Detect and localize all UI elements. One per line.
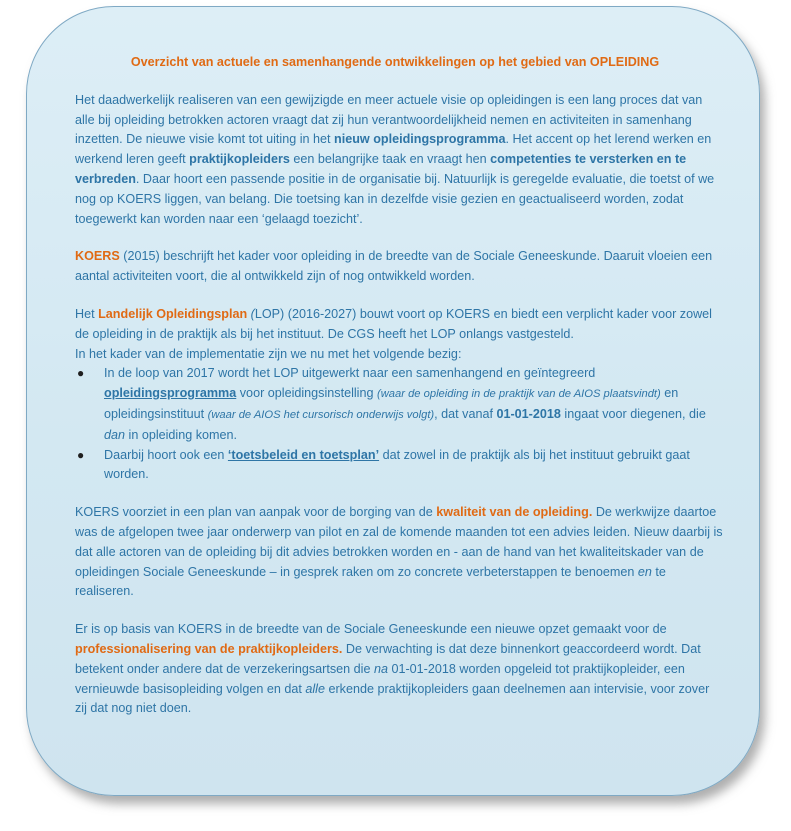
text: voor opleidingsinstelling xyxy=(236,386,377,401)
bullet-icon: ● xyxy=(77,366,85,381)
bold-competenties: competenties te versterken en te verbreden xyxy=(75,152,687,186)
panel-content xyxy=(75,53,723,719)
note-opleidingsinstituut: (waar de AIOS het cursorisch onderwijs volgt) xyxy=(207,408,435,421)
text: ingaat voor diegenen, die xyxy=(560,406,706,421)
paragraph-lop xyxy=(75,305,723,345)
paragraph-vision xyxy=(75,91,723,230)
underlined-opleidingsprogramma: opleidingsprogramma xyxy=(104,386,237,401)
text: erkende praktijkopleiders gaan deelnemen aan intervisie, voor zover zij dat nog niet doen. xyxy=(75,681,710,716)
text: De verwachting is dat deze binnenkort geaccordeerd wordt. Dat betekent onder andere dat de verzekeringsartsen die xyxy=(75,641,701,676)
text: en opleidingsinstituut xyxy=(104,386,679,421)
highlight-koers: KOERS xyxy=(75,249,120,264)
paragraph-koers xyxy=(75,247,723,287)
text: . Daar hoort een passende positie in de organisatie bij. Natuurlijk is geregelde evaluatie, die toetst of we nog op KOERS liggen, van belang. Die toetsing kan in dezelfde visie gezien en geactualiseerd worden, zodat toegewerkt kan worden naar een ‘gelaagd toezicht’. xyxy=(75,171,715,226)
text: , dat vanaf xyxy=(434,406,497,421)
paragraph-professionalisering xyxy=(75,620,723,719)
panel-title: Overzicht van actuele en samenhangende ontwikkelingen op het gebied van OPLEIDING xyxy=(130,55,660,69)
bold-nieuw-opleidingsprogramma: nieuw opleidingsprogramma xyxy=(334,132,506,147)
text: Daarbij hoort ook een xyxy=(104,447,228,462)
highlight-landelijk-opleidingsplan: Landelijk Opleidingsplan xyxy=(98,306,248,321)
text-italic: na xyxy=(373,661,388,676)
text: (2015) beschrijft het kader voor opleiding in de breedte van de Sociale Geneeskunde. Daaruit vloeien een aantal activiteiten voort, die al ontwikkeld zijn of nog ontwikkeld worden. xyxy=(75,249,713,284)
text: Er is op basis van KOERS in de breedte van de Sociale Geneeskunde een nieuwe opzet gemaakt voor de xyxy=(75,622,667,637)
text: een belangrijke taak en vraagt hen xyxy=(289,152,491,167)
paragraph-kwaliteit xyxy=(75,503,723,602)
text: in opleiding komen. xyxy=(125,427,238,442)
text-italic: ( xyxy=(247,306,255,321)
bullet-icon: ● xyxy=(77,447,85,462)
bold-praktijkopleiders: praktijkopleiders xyxy=(189,152,290,167)
note-opleidingsinstelling: (waar de opleiding in de praktijk van de AIOS plaatsvindt) xyxy=(376,388,661,401)
highlight-kwaliteit: kwaliteit van de opleiding. xyxy=(436,505,593,520)
implementation-bullet-list xyxy=(75,364,723,485)
rounded-info-panel xyxy=(26,6,760,796)
text-italic: alle xyxy=(305,681,325,696)
text: In de loop van 2017 wordt het LOP uitgewerkt naar een samenhangend en geïntegreerd xyxy=(104,366,596,381)
text: De werkwijze daartoe was de afgelopen twee jaar onderwerp van pilot en zal de komende maanden tot een advies leiden. Nieuw daarbij is dat alle actoren van de opleiding bij dit advies betrokken worden en - aan de hand van het kwaliteitskader van de opleidingen Sociale Geneeskunde – in gesprek raken om zo concrete verbeterstappen te benoemen xyxy=(75,505,723,579)
text-italic: en xyxy=(637,564,652,579)
text-italic: dan xyxy=(104,427,126,442)
text: KOERS voorziet in een plan van aanpak voor de borging van de xyxy=(75,505,437,520)
text: te realiseren. xyxy=(75,564,666,599)
paragraph-implementatie: In het kader van de implementatie zijn we nu met het volgende bezig: xyxy=(75,346,462,361)
text: Het daadwerkelijk realiseren van een gewijzigde en meer actuele visie op opleidingen is een lang proces dat van alle bij opleiding betrokken actoren vraagt dat zij hun verantwoordelijkheid nemen en activiteiten in samenhang inzetten. De nieuwe visie komt tot uiting in het xyxy=(75,92,703,147)
list-item xyxy=(75,364,723,445)
list-item xyxy=(75,446,723,486)
text: LOP) (2016-2027) bouwt voort op KOERS en biedt een verplicht kader voor zowel de opleiding in de praktijk als bij het instituut. De CGS heeft het LOP onlangs vastgesteld. xyxy=(75,306,712,341)
highlight-professionalisering: professionalisering van de praktijkopleiders. xyxy=(75,641,343,656)
text: dat zowel in de praktijk als bij het instituut gebruikt gaat worden. xyxy=(104,447,690,482)
underlined-toetsbeleid: ‘toetsbeleid en toetsplan’ xyxy=(227,447,380,462)
text: 01-01-2018 worden opgeleid tot praktijkopleider, een vernieuwde basisopleiding volgen en dat xyxy=(75,661,685,696)
text: Het xyxy=(75,306,99,321)
bold-date: 01-01-2018 xyxy=(496,406,561,421)
text: . Het accent op het lerend werken en werkend leren geeft xyxy=(75,132,712,167)
